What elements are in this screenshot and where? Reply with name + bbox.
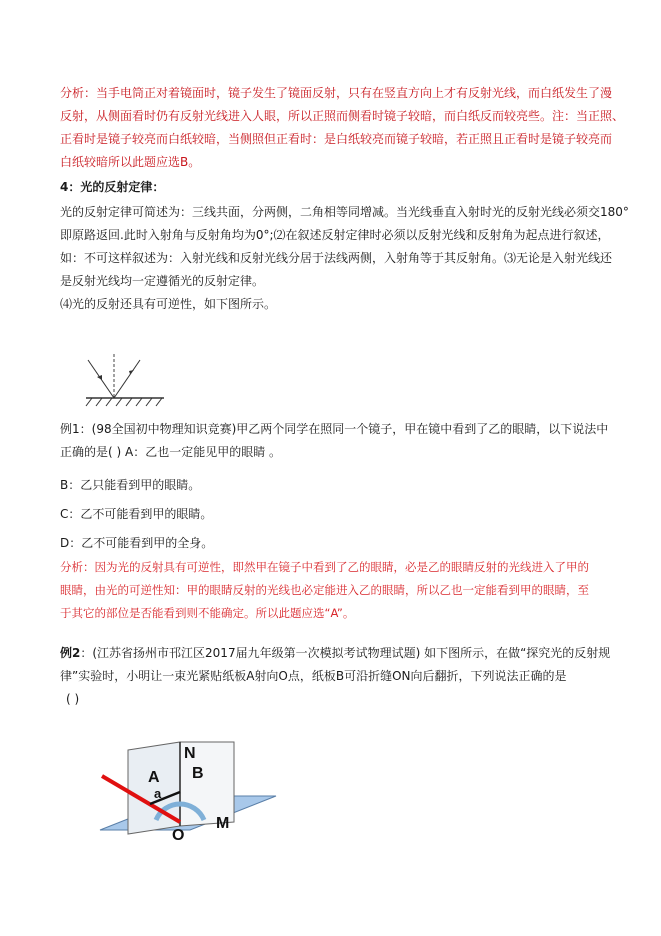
- analysis-1-line: 正看时是镜子较亮而白纸较暗，当侧照但正看时：是白纸较亮而镜子较暗，若正照且正看时是镜子较亮而: [60, 132, 613, 146]
- example-2-label: 例2: [60, 646, 81, 660]
- example-2-line: 律”实验时，小明让一束光紧贴纸板A射向O点，纸板B可沿折缝ON向后翻折，下列说法正确的是: [60, 669, 567, 683]
- reflected-ray: [114, 360, 140, 398]
- mirror-hatch: [106, 398, 112, 406]
- section-4-line: 是反射光线均一定遵循光的反射定律。: [60, 274, 265, 288]
- reflected-arrow-icon: [129, 370, 134, 374]
- mirror-hatch: [116, 398, 122, 406]
- label-n: N: [184, 745, 196, 762]
- example-1: [60, 418, 608, 555]
- analysis-2-line: 眼睛，由光的可逆性知：甲的眼睛反射的光线也必定能进入乙的眼睛，所以乙也一定能看到甲的眼睛，至: [60, 583, 589, 597]
- example-2-line: ：(江苏省扬州市邗江区2017届九年级第一次模拟考试物理试题) 如下图所示，在做“探究光的反射规: [80, 646, 611, 660]
- analysis-2-line: 于其它的部位是否能看到则不能确定。所以此题应选“A”。: [60, 606, 355, 620]
- example-1-line: 例1：(98全国初中物理知识竞赛)甲乙两个同学在照同一个镜子，甲在镜中看到了乙的眼睛，以下说法中: [60, 422, 609, 436]
- analysis-1-line: 白纸较暗所以此题应选B。: [60, 155, 201, 169]
- example-2: [60, 642, 611, 711]
- analysis-1-line: 反射，从侧面看时仍有反射光线进入人眼，所以正照而侧看时镜子较暗，而白纸反而较亮些。注：当正照、: [60, 109, 625, 123]
- section-4-body: [60, 201, 629, 316]
- label-a: A: [148, 769, 160, 786]
- section-4-line: 光的反射定律可简述为：三线共面，分两侧，二角相等同增减。当光线垂直入射时光的反射光线必须交180°: [60, 205, 629, 219]
- section-4-line: 即原路返回.此时入射角与反射角均为0°;⑵在叙述反射定律时必须以反射光线和反射角为起点进行叙述，: [60, 228, 610, 242]
- mirror-hatch: [136, 398, 142, 406]
- section-4-line: ⑷光的反射还具有可逆性，如下图所示。: [60, 297, 277, 311]
- analysis-2-line: 分析：因为光的反射具有可逆性，即然甲在镜子中看到了乙的眼睛，必是乙的眼睛反射的光线进入了甲的: [60, 560, 589, 574]
- example-1-option: B：乙只能看到甲的眼睛。: [60, 478, 201, 492]
- label-b: B: [192, 765, 204, 782]
- incident-arrow-icon: [97, 375, 102, 380]
- analysis-1: [60, 82, 625, 174]
- label-o: O: [172, 827, 185, 842]
- label-m: M: [216, 815, 230, 832]
- example-2-line: ( ): [66, 692, 80, 706]
- mirror-hatch: [86, 398, 92, 406]
- reflection-experiment-figure: [96, 738, 280, 842]
- reflection-reversibility-figure: [80, 350, 190, 412]
- section-4-line: 如：不可这样叙述为：入射光线和反射光线分居于法线两侧，入射角等于其反射角。⑶无论是入射光线还: [60, 251, 613, 265]
- mirror-hatch: [96, 398, 102, 406]
- mirror-hatch: [156, 398, 162, 406]
- example-1-option: C：乙不可能看到甲的眼睛。: [60, 507, 213, 521]
- mirror-hatch: [126, 398, 132, 406]
- analysis-2: [60, 556, 608, 625]
- section-4-heading-text: 4：光的反射定律：: [60, 180, 165, 194]
- mirror-hatch: [146, 398, 152, 406]
- label-a-angle: a: [154, 786, 162, 801]
- section-4-heading: [60, 176, 608, 199]
- analysis-1-line: 分析：当手电筒正对着镜面时，镜子发生了镜面反射，只有在竖直方向上才有反射光线，而白纸发生了漫: [60, 86, 613, 100]
- example-1-line: 正确的是( ) A：乙也一定能见甲的眼睛 。: [60, 445, 282, 459]
- example-1-option: D：乙不可能看到甲的全身。: [60, 536, 214, 550]
